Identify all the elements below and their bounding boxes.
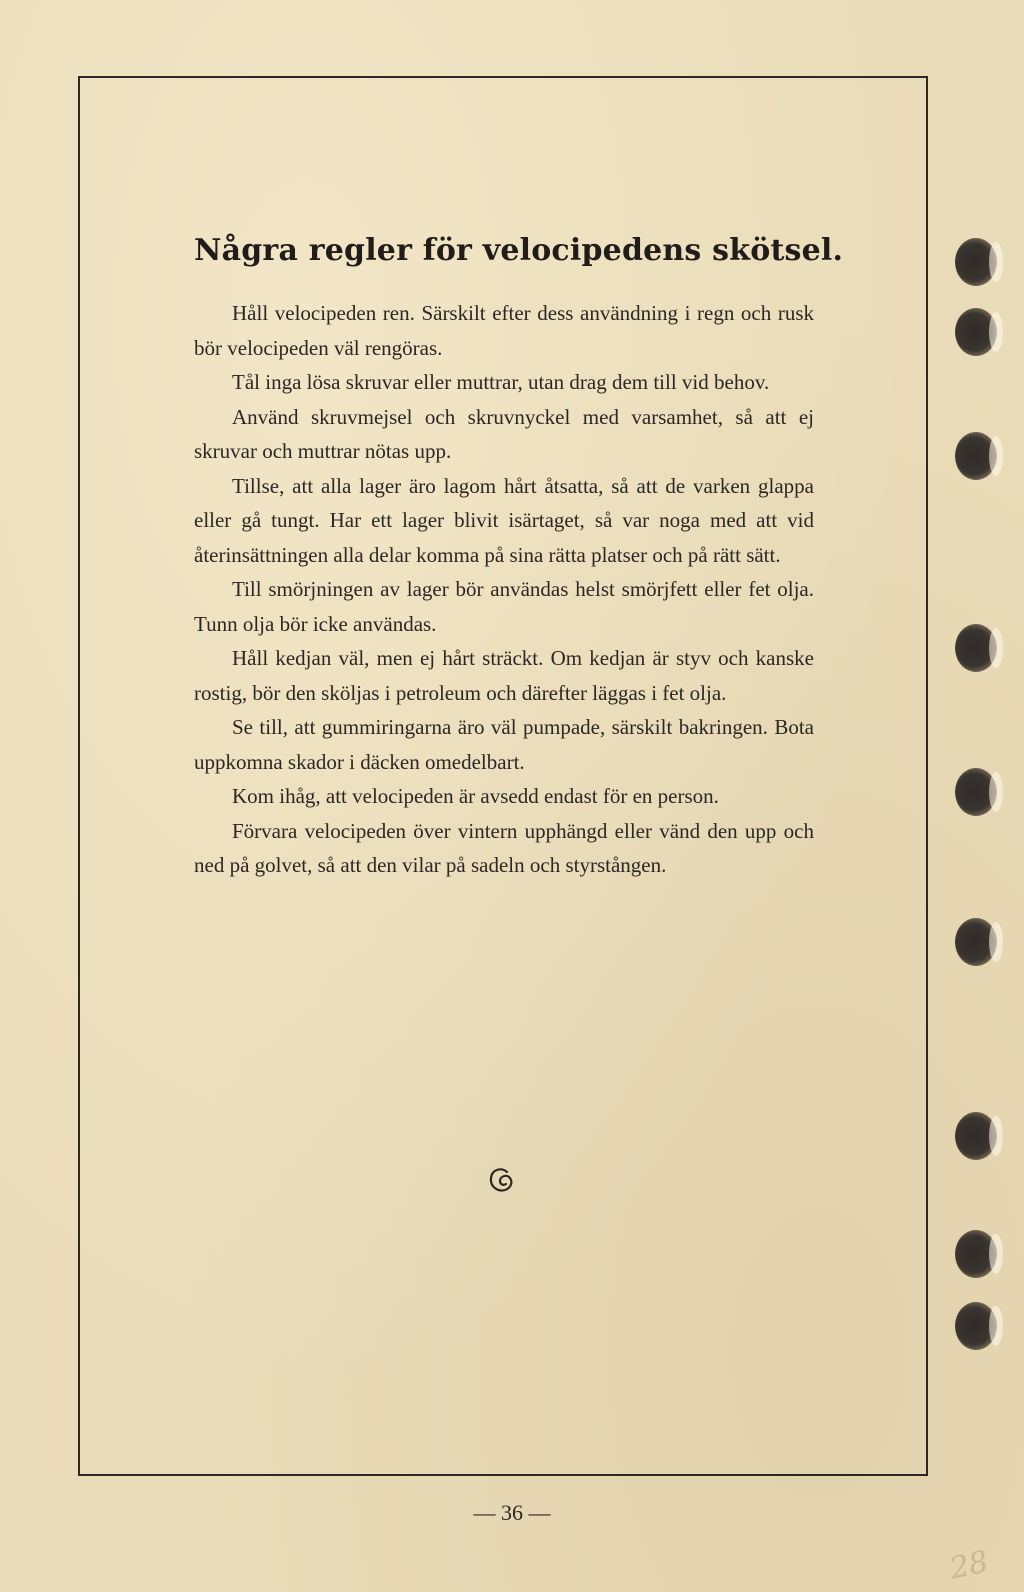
paragraph: Se till, att gummiringarna äro väl pumpade, särskilt bakringen. Bota uppkomna skador i däcken omedelbart.	[194, 715, 814, 774]
paragraph: Håll kedjan väl, men ej hårt sträckt. Om kedjan är styv och kanske rostig, bör den sköljas i petroleum och därefter läggas i fet olja.	[194, 646, 814, 705]
binder-hole	[955, 238, 997, 286]
binder-hole	[955, 918, 997, 966]
page-title: Några regler för velocipedens skötsel.	[194, 233, 844, 268]
handwritten-mark: 28	[946, 1544, 992, 1587]
paragraph: Förvara velocipeden över vintern upphängd eller vänd den upp och ned på golvet, så att den vilar på sadeln och styrstången.	[194, 818, 814, 877]
paragraph: Håll velocipeden ren. Särskilt efter dess användning i regn och rusk bör velocipeden väl rengöras.	[194, 301, 814, 360]
text-block	[194, 233, 844, 883]
binder-hole	[955, 1112, 997, 1160]
paragraph: Tillse, att alla lager äro lagom hårt åtsatta, så att de varken glappa eller gå tungt. Har ett lager blivit isärtaget, så var noga med att vid återinsättningen alla delar komma på sina rätta platser och på rätt sätt.	[194, 473, 814, 567]
ornament-icon	[485, 1163, 519, 1197]
binder-hole	[955, 624, 997, 672]
paragraph: Tål inga lösa skruvar eller muttrar, utan drag dem till vid behov.	[232, 370, 770, 394]
binder-hole	[955, 768, 997, 816]
paragraph: Använd skruvmejsel och skruvnyckel med varsamhet, så att ej skruvar och muttrar nötas upp.	[194, 404, 814, 463]
binder-hole	[955, 1230, 997, 1278]
binder-hole	[955, 432, 997, 480]
binder-hole	[955, 308, 997, 356]
binder-holes	[955, 0, 1015, 1592]
page-number: — 36 —	[473, 1500, 551, 1525]
binder-hole	[955, 1302, 997, 1350]
paragraph: Till smörjningen av lager bör användas helst smörjfett eller fet olja. Tunn olja bör icke användas.	[194, 577, 814, 636]
paragraph: Kom ihåg, att velocipeden är avsedd endast för en person.	[232, 784, 719, 808]
